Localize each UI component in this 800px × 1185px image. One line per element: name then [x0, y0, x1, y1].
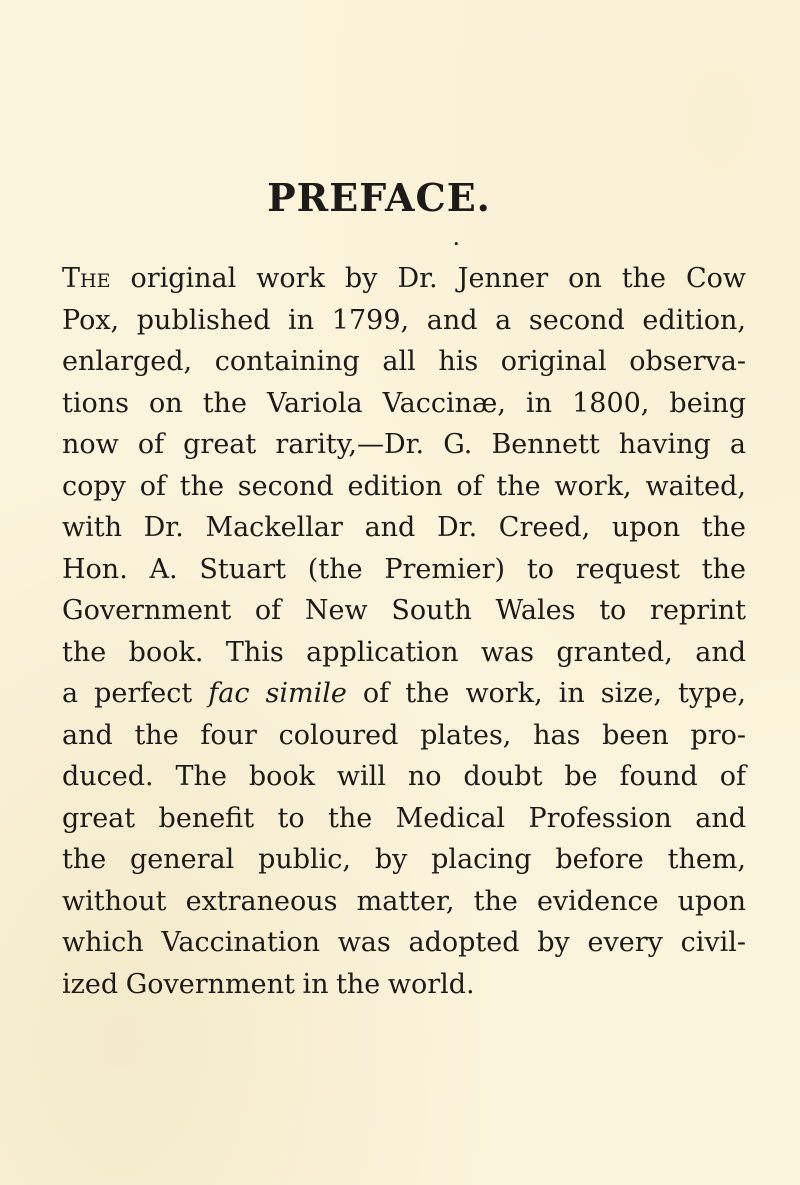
ornament-mark: •	[453, 238, 460, 251]
paragraph-line: the book. This application was granted, and	[62, 636, 746, 668]
paragraph-line: Pox, published in 1799, and a second edition,	[62, 304, 746, 336]
paragraph-line: Hon. A. Stuart (the Premier) to request the	[62, 553, 746, 585]
page-heading: PREFACE.	[267, 175, 491, 220]
paragraph-line: The original work by Dr. Jenner on the Cow	[62, 263, 746, 294]
paragraph-line: a perfect fac simile of the work, in size, type,	[62, 678, 747, 709]
paragraph-line: now of great rarity,—Dr. G. Bennett having a	[62, 429, 746, 460]
paragraph-line: which Vaccination was adopted by every civil-	[62, 927, 746, 958]
paragraph-line: without extraneous matter, the evidence upon	[62, 885, 746, 917]
paragraph-line: copy of the second edition of the work, waited,	[62, 470, 746, 502]
paragraph-line: duced. The book will no doubt be found of	[62, 761, 746, 792]
paragraph-line: and the four coloured plates, has been pro-	[62, 719, 746, 751]
preface-paragraph	[62, 258, 746, 1005]
paragraph-line: enlarged, containing all his original observa-	[62, 346, 746, 377]
paragraph-line: Government of New South Wales to reprint	[62, 595, 746, 626]
paragraph-line: the general public, by placing before them,	[62, 844, 746, 875]
paragraph-line: ized Government in the world.	[62, 968, 475, 1000]
paragraph-line: with Dr. Mackellar and Dr. Creed, upon the	[62, 512, 746, 543]
drop-word: The	[62, 263, 111, 294]
paragraph-line: great benefit to the Medical Profession and	[62, 802, 746, 834]
paragraph-line: tions on the Variola Vaccinæ, in 1800, being	[62, 387, 746, 419]
italic-phrase: fac simile	[208, 678, 347, 709]
